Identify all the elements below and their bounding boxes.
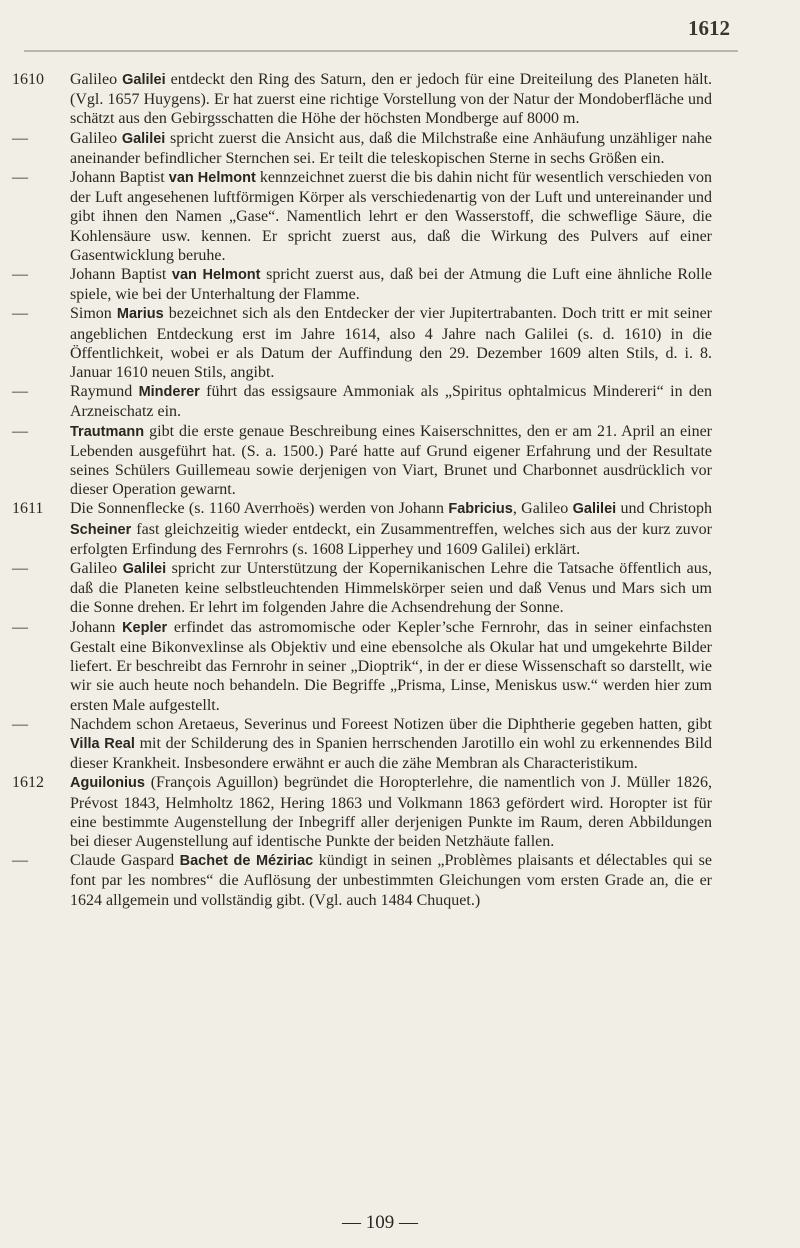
- entry-year: —: [12, 618, 28, 636]
- person-name: Marius: [116, 306, 164, 323]
- entry: [12, 559, 712, 618]
- running-header-year: 1612: [688, 16, 730, 40]
- entry: [12, 715, 712, 774]
- entry-year: 1610: [12, 71, 44, 88]
- entry-year: —: [12, 715, 28, 733]
- entry-year: —: [12, 266, 28, 284]
- chronology-entries: [12, 70, 712, 910]
- person-name: Kepler: [122, 619, 168, 636]
- entry-year: 1611: [12, 500, 44, 518]
- entry-text: Johann Kepler erfindet das astromomische oder Kepler’sche Fernrohr, das in seiner einfachsten Gestalt eine Bikonvexlinse als Objektiv und eine ebensolche als Okular hat und umgekehrte Bilder liefert. Er beschreibt das Fernrohr in seiner „Dioptrik“, in der er diese Wissenschaft so darstellt, wie wir sie auch heute noch behandeln. Die Begriffe „Prisma, Linse, Meniskus usw.“ werden hier zum ersten Male aufgestellt.: [70, 618, 713, 714]
- entry: [12, 265, 712, 304]
- entry: [12, 499, 712, 559]
- person-name: Scheiner: [70, 521, 132, 538]
- entry-year: —: [12, 383, 28, 401]
- person-name: Galilei: [122, 72, 166, 88]
- entry-text: Johann Baptist van Helmont kennzeichnet zuerst die bis dahin nicht für wesentlich verschieden von der Luft angesehenen luftförmigen Körper als verschiedenartig von der Luft und untereinander und gibt ihnen den Namen „Gase“. Namentlich lehrt er den Wasserstoff, die schweflige Säure, die Kohlensäure usw. kennen. Er spricht zuerst aus, daß die Wirkung des Pulvers auf einer Gasentwicklung beruhe.: [70, 169, 713, 264]
- person-name: Galilei: [122, 561, 167, 578]
- page-number: — 109 —: [342, 1212, 418, 1233]
- entry-text: Die Sonnenflecke (s. 1160 Averrhoës) werden von Johann Fabricius, Galileo Galilei und Christoph Scheiner fast gleichzeitig wieder entdeckt, ein Zusammentreffen, welches sich aus der kurz zuvor erfolgten Erfindung des Fernrohrs (s. 1608 Lipperhey und 1609 Galilei) erklärt.: [70, 500, 713, 558]
- entry: [12, 851, 712, 910]
- entry: [12, 618, 712, 715]
- entry-year: —: [12, 129, 28, 147]
- entry-year: 1612: [12, 774, 44, 792]
- person-name: van Helmont: [168, 170, 256, 187]
- entry-year: —: [12, 305, 28, 323]
- entry: [12, 422, 712, 500]
- person-name: Galilei: [121, 130, 166, 147]
- person-name: Fabricius: [448, 501, 513, 518]
- entry: [12, 129, 712, 168]
- entry: [12, 168, 712, 265]
- entry: [12, 304, 712, 382]
- person-name: Villa Real: [70, 735, 135, 752]
- person-name: Minderer: [138, 384, 200, 401]
- person-name: Bachet de Méziriac: [179, 853, 314, 870]
- person-name: Aguilonius: [70, 775, 145, 792]
- entry-text: Aguilonius (François Aguillon) begründet die Horopterlehre, die namentlich von J. Müller 1826, Prévost 1843, Helmholtz 1862, Hering 1863 und Volkmann 1863 gefördert wird. Horopter ist für eine bestimmte Augenstellung der Inbegriff aller derjenigen Punkte im Raum, deren Abbildungen bei dieser Augenstellung auf identische Punkte der beiden Netzhäute fallen.: [70, 774, 712, 850]
- entry-year: —: [12, 169, 28, 187]
- entry-text: Galileo Galilei spricht zuerst die Ansicht aus, daß die Milchstraße eine Anhäufung unzähliger nahe aneinander befindlicher Sternchen sei. Er teilt die teleskopischen Sterne in sechs Größen ein.: [70, 129, 713, 167]
- entry-text: Nachdem schon Aretaeus, Severinus und Foreest Notizen über die Diphtherie gegeben hatten, gibt Villa Real mit der Schilderung des in Spanien herrschenden Jarotillo ein wohl zu erkennendes Bild dieser Krankheit. Insbesondere erwähnt er auch die zähe Membran als Characteristikum.: [70, 715, 713, 773]
- entry-text: Trautmann gibt die erste genaue Beschreibung eines Kaiserschnittes, den er am 21. April an einer Lebenden ausgeführt hat. (S. a. 1500.) Paré hatte auf Grund eigener Erfahrung und der Resultate seines Schülers Guillemeau sowie derjenigen von Viart, Brunet und Charbonnet ausdrücklich vor dieser Operation gewarnt.: [70, 422, 712, 499]
- entry-text: Galileo Galilei spricht zur Unterstützung der Kopernikanischen Lehre die Tatsache öffentlich aus, daß die Planeten keine selbstleuchtenden Himmelskörper seien und daß Venus und Mars sich um die Sonne drehen. Er lehrt im folgenden Jahre die Achsendrehung der Sonne.: [70, 560, 713, 617]
- entry-text: Raymund Minderer führt das essigsaure Ammoniak als „Spiritus ophtalmicus Mindereri“ in den Arzneischatz ein.: [70, 383, 713, 421]
- person-name: Trautmann: [70, 423, 145, 440]
- header-rule: [24, 50, 738, 52]
- entry-text: Simon Marius bezeichnet sich als den Entdecker der vier Jupitertrabanten. Doch tritt er mit seiner angeblichen Entdeckung erst im Jahre 1614, also 4 Jahre nach Galilei (s. d. 1610) in die Öffentlichkeit, wobei er als Datum der Auffindung den 29. Dezember 1609 alten Stils, d. i. 8. Januar 1610 neuen Stils, angibt.: [70, 305, 712, 382]
- entry-year: —: [12, 422, 28, 440]
- entry-text: Claude Gaspard Bachet de Méziriac kündigt in seinen „Problèmes plaisants et délectables qui se font par les nombres“ die Auflösung der unbestimmten Gleichungen vom ersten Grade an, die er 1624 allgemein und vollständig gibt. (Vgl. auch 1484 Chuquet.): [70, 852, 712, 909]
- entry-year: —: [12, 852, 28, 870]
- entry: [12, 773, 712, 851]
- entry: [12, 70, 712, 129]
- entry-text: Johann Baptist van Helmont spricht zuerst aus, daß bei der Atmung die Luft eine ähnliche Rolle spiele, wie bei der Unterhaltung der Flamme.: [70, 266, 713, 304]
- entry-text: Galileo Galilei entdeckt den Ring des Saturn, den er jedoch für eine Dreiteilung des Planeten hält. (Vgl. 1657 Huygens). Er hat zuerst eine richtige Vorstellung von der Natur der Mondoberfläche und schätzt aus den Gebirgsschatten die Höhe der höchsten Mondberge auf 8000 m.: [70, 71, 713, 128]
- person-name: van Helmont: [171, 267, 261, 284]
- person-name: Galilei: [572, 501, 617, 518]
- entry: [12, 382, 712, 421]
- entry-year: —: [12, 560, 28, 578]
